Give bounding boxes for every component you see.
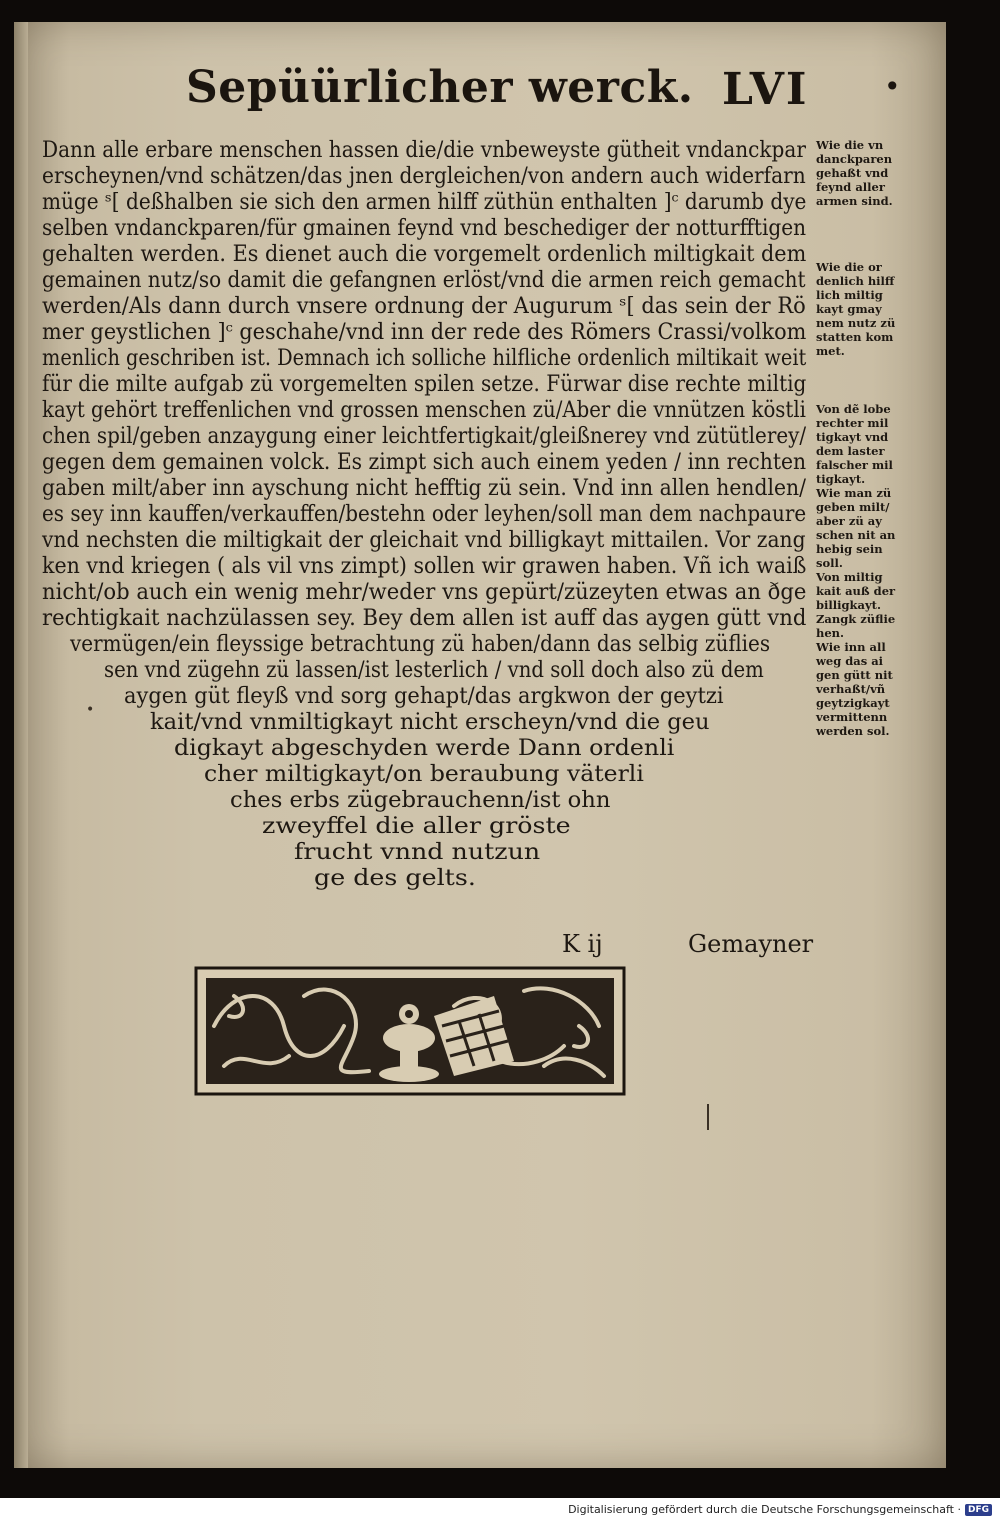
text-line: werden/Als dann durch vnsere ordnung der Augurum ˢ[ das sein der Rö: [42, 294, 806, 319]
text-line: mer geystlichen ]ᶜ geschahe/vnd inn der rede des Römers Crassi/volkom: [42, 320, 807, 345]
marginal-note-line: Wie inn all: [816, 640, 886, 654]
dfg-logo: DFG: [965, 1504, 992, 1516]
marginal-note-line: soll.: [816, 556, 843, 570]
text-line: ge des gelts.: [314, 866, 476, 891]
text-line: rechtigkait nachzülassen sey. Bey dem allen ist auff das aygen gütt vnd: [42, 606, 807, 631]
text-line: müge ˢ[ deßhalben sie sich den armen hilff züthün enthalten ]ᶜ darumb dye: [42, 190, 807, 215]
marginal-note-line: feynd aller: [816, 180, 885, 194]
marginal-note-line: rechter mil: [816, 416, 889, 430]
text-line: erscheynen/vnd schätzen/das jnen dergleichen/von andern auch widerfarn: [42, 164, 806, 189]
signature-mark: K ij: [562, 930, 603, 958]
marginal-note-line: aber zü ay: [816, 514, 882, 528]
woodcut-ornament: [194, 966, 626, 1096]
marginal-note-line: billigkayt.: [816, 598, 881, 612]
folio-number: LVI: [722, 64, 809, 115]
running-title: Sepüürlicher werck.: [186, 62, 694, 113]
marginal-note-line: dem laster: [816, 444, 885, 458]
marginal-note-line: verhaßt/vñ: [816, 682, 886, 696]
text-line: gehalten werden. Es dienet auch die vorgemelt ordenlich miltigkait dem: [42, 242, 807, 267]
text-line: gaben milt/aber inn ayschung nicht hefftig zü sein. Vnd inn allen hendlen/: [42, 476, 806, 501]
marginal-note-line: gen gütt nit: [816, 668, 893, 682]
folio-ornament: •: [884, 70, 901, 103]
pen-mark: [707, 1104, 710, 1130]
text-line: sen vnd zügehn zü lassen/ist lesterlich / vnd soll doch also zü dem: [104, 658, 764, 683]
text-line: es sey inn kauffen/verkauffen/bestehn oder leyhen/soll man dem nachpaure: [42, 502, 807, 527]
text-line: frucht vnnd nutzun: [294, 840, 541, 865]
marginal-note-line: hebig sein: [816, 542, 883, 556]
marginal-note-line: statten kom: [816, 330, 894, 344]
marginal-note-line: lich miltig: [816, 288, 883, 302]
marginal-note-line: schen nit an: [816, 528, 896, 542]
text-line: gemainen nutz/so damit die gefangnen erlöst/vnd die armen reich gemacht: [42, 268, 806, 293]
text-line: zweyffel die aller gröste: [262, 814, 571, 839]
text-line: kayt gehört treffenlichen vnd grossen menschen zü/Aber die vnnützen köstli: [42, 398, 806, 423]
text-line: ken vnd kriegen ( als vil vns zimpt) sollen wir grawen haben. Vñ ich waiß: [42, 554, 807, 579]
text-line: Dann alle erbare menschen hassen die/die vnbeweyste gütheit vndanckpar: [42, 138, 806, 163]
marginal-note-line: kayt gmay: [816, 302, 882, 316]
text-line: vermügen/ein fleyssige betrachtung zü haben/dann das selbig züflies: [70, 632, 771, 657]
marginal-note-line: armen sind.: [816, 194, 893, 208]
marginal-note-line: weg das ai: [816, 654, 884, 668]
marginal-note-line: werden sol.: [816, 724, 890, 738]
text-line: für die milte aufgab zü vorgemelten spilen setze. Fürwar dise rechte miltig: [42, 372, 807, 397]
marginal-note-line: tigkayt.: [816, 472, 866, 486]
marginal-note-line: hen.: [816, 626, 845, 640]
marginal-note-line: geytzigkayt: [816, 696, 890, 710]
catchword: Gemayner: [688, 930, 814, 958]
footer-credit: [568, 1503, 992, 1516]
marginal-note-line: gehaßt vnd: [816, 166, 889, 180]
text-line: selben vndanckparen/für gmainen feynd vnd beschediger der notturfftigen: [42, 216, 807, 241]
marginal-note-line: vermittenn: [816, 710, 888, 724]
footer-credit-text: Digitalisierung gefördert durch die Deutsche Forschungsgemeinschaft ·: [568, 1503, 961, 1516]
marginal-note-line: danckparen: [816, 152, 893, 166]
marginal-note-line: kait auß der: [816, 584, 896, 598]
text-line: ches erbs zügebrauchenn/ist ohn: [230, 788, 611, 813]
marginal-note-line: tigkayt vnd: [816, 430, 889, 444]
marginal-note-line: Zangk züflie: [816, 612, 896, 626]
text-line: gegen dem gemainen volck. Es zimpt sich auch einem yeden / inn rechten: [42, 450, 807, 475]
marginal-note-line: nem nutz zü: [816, 316, 896, 330]
text-line: menlich geschriben ist. Demnach ich solliche hilfliche ordenlich miltikait weit: [42, 346, 807, 371]
marginal-note-line: met.: [816, 344, 845, 358]
text-line: vnd nechsten die miltigkait der gleichait vnd billigkayt mittailen. Vor zang: [42, 528, 806, 553]
text-line: digkayt abgeschyden werde Dann ordenli: [174, 736, 675, 761]
marginal-note-line: Von miltig: [816, 570, 883, 584]
marginal-note-line: geben milt/: [816, 500, 890, 514]
marginal-note-line: denlich hilff: [816, 274, 895, 288]
text-line: aygen güt fleyß vnd sorg gehapt/das argkwon der geytzi: [124, 684, 724, 709]
page-gutter-edge: [14, 22, 28, 1468]
ink-speck: •: [86, 702, 95, 718]
marginal-note-line: falscher mil: [816, 458, 893, 472]
marginal-note-line: Wie die vn: [816, 138, 884, 152]
text-line: cher miltigkayt/on beraubung väterli: [204, 762, 644, 787]
marginal-note-line: Von dẽ lobe: [816, 402, 891, 416]
text-line: kait/vnd vnmiltigkayt nicht erscheyn/vnd die geu: [150, 710, 710, 735]
text-line: nicht/ob auch ein wenig mehr/weder vns gepürt/züzeyten etwas an ðge: [42, 580, 807, 605]
text-line: chen spil/geben anzaygung einer leichtfertigkait/gleißnerey vnd zütütlerey/: [42, 424, 807, 449]
marginal-note-line: Wie die or: [816, 260, 882, 274]
marginal-note-line: Wie man zü: [816, 486, 892, 500]
